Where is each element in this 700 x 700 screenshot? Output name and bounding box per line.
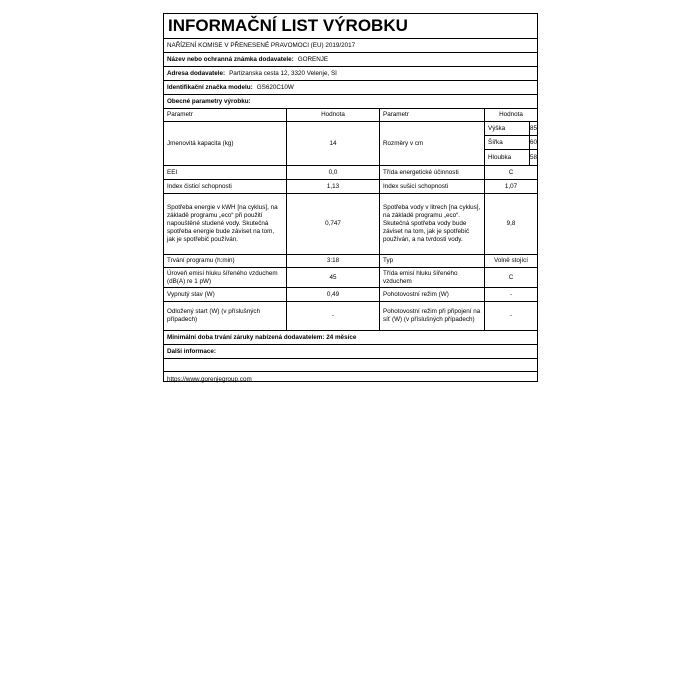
empty-row [164,359,537,372]
header-parameter-2: Parametr [380,109,485,122]
address-label: Adresa dodavatele: [167,70,226,77]
additional-heading-row [164,345,537,359]
off-mode-value: 0,49 [287,288,380,302]
height-value: 85 [530,124,538,132]
height-row [485,122,537,136]
model-row [164,81,537,95]
supplier-value: GORENJE [297,56,329,63]
networked-standby-label: Pohotovostní režim při připojení na síť (W) (v příslušných případech) [380,302,485,330]
warranty-row [164,331,537,345]
delay-start-value: - [287,302,380,330]
delay-start-label: Odložený start (W) (v příslušných případech) [164,302,287,330]
header-value: Hodnota [287,109,380,122]
parameters-table [164,109,537,331]
supplier-label: Název nebo ochranná známka dodavatele: [167,56,294,63]
noise-level-value: 45 [287,268,380,288]
width-row [485,136,537,150]
depth-value: 58 [530,154,538,161]
regulation-row [164,39,537,53]
width-label: Šířka [485,136,530,149]
water-consumption-label: Spotřeba vody v litrech [na cyklus], na základě programu „eco“. Skutečná spotřeba vody bude záviset na tom, jak je spotřebič používán, a na tvrdosti vody. [380,194,485,255]
width-value: 60 [530,138,538,146]
off-mode-label: Vypnutý stav (W) [164,288,287,302]
sheet-title: INFORMAČNÍ LIST VÝROBKU [164,14,537,39]
header-parameter: Parametr [164,109,287,122]
header-value-2: Hodnota [485,109,537,122]
standby-label: Pohotovostní režim (W) [380,288,485,302]
general-heading: Obecné parametry výrobku: [167,98,251,105]
noise-class-label: Třída emisí hluku šířeného vzduchem [380,268,485,288]
eei-label: EEI [164,166,287,180]
general-heading-row [164,95,537,109]
supplier-row [164,53,537,67]
warranty-text: Minimální doba trvání záruky nabízená dodavatelem: 24 měsíce [167,334,357,341]
depth-row [485,150,537,166]
noise-level-label: Úroveň emisí hluku šířeného vzduchem (dB(A) re 1 pW) [164,268,287,288]
type-value: Volně stojící [485,255,537,268]
dimensions-label: Rozměry v cm [380,122,485,166]
eei-value: 0,0 [287,166,380,180]
height-label: Výška [485,122,530,135]
type-label: Typ [380,255,485,268]
cleaning-index-label: Index čisticí schopnosti [164,180,287,194]
water-consumption-value: 9,8 [485,194,537,255]
model-label: Identifikační značka modelu: [167,84,253,91]
depth-label: Hloubka [485,150,530,166]
regulation-text: NAŘÍZENÍ KOMISE V PŘENESENÉ PRAVOMOCI (EU) 2019/2017 [167,42,356,49]
noise-class-value: C [485,268,537,288]
website-link[interactable]: https://www.gorenjegroup.com [167,375,252,383]
address-row [164,67,537,81]
energy-consumption-label: Spotřeba energie v kWH [na cyklus], na základě programu „eco“ při použití napouštěné studené vody. Skutečná spotřeba energie bude záviset na tom, jak je spotřebič používán. [164,194,287,255]
networked-standby-value: - [509,312,513,319]
product-info-sheet [163,13,538,382]
capacity-label: Jmenovitá kapacita (kg) [164,122,287,166]
capacity-value: 14 [287,122,380,166]
drying-index-label: Index sušicí schopnosti [380,180,485,194]
model-value: GS620C10W [256,84,294,91]
program-duration-label: Trvání programu (h:min) [164,255,287,268]
cleaning-index-value: 1,13 [287,180,380,194]
drying-index-value: 1,07 [485,180,537,194]
url-row [164,372,537,386]
additional-heading: Další informace: [167,348,216,355]
energy-class-label: Třída energetické účinnosti [380,166,485,180]
address-value: Partizanska cesta 12, 3320 Velenje, SI [229,70,337,77]
standby-value: - [485,288,537,302]
energy-class-value: C [485,166,537,180]
program-duration-value: 3:18 [287,255,380,268]
energy-consumption-value: 0,747 [287,194,380,255]
dimensions-table [485,122,537,166]
